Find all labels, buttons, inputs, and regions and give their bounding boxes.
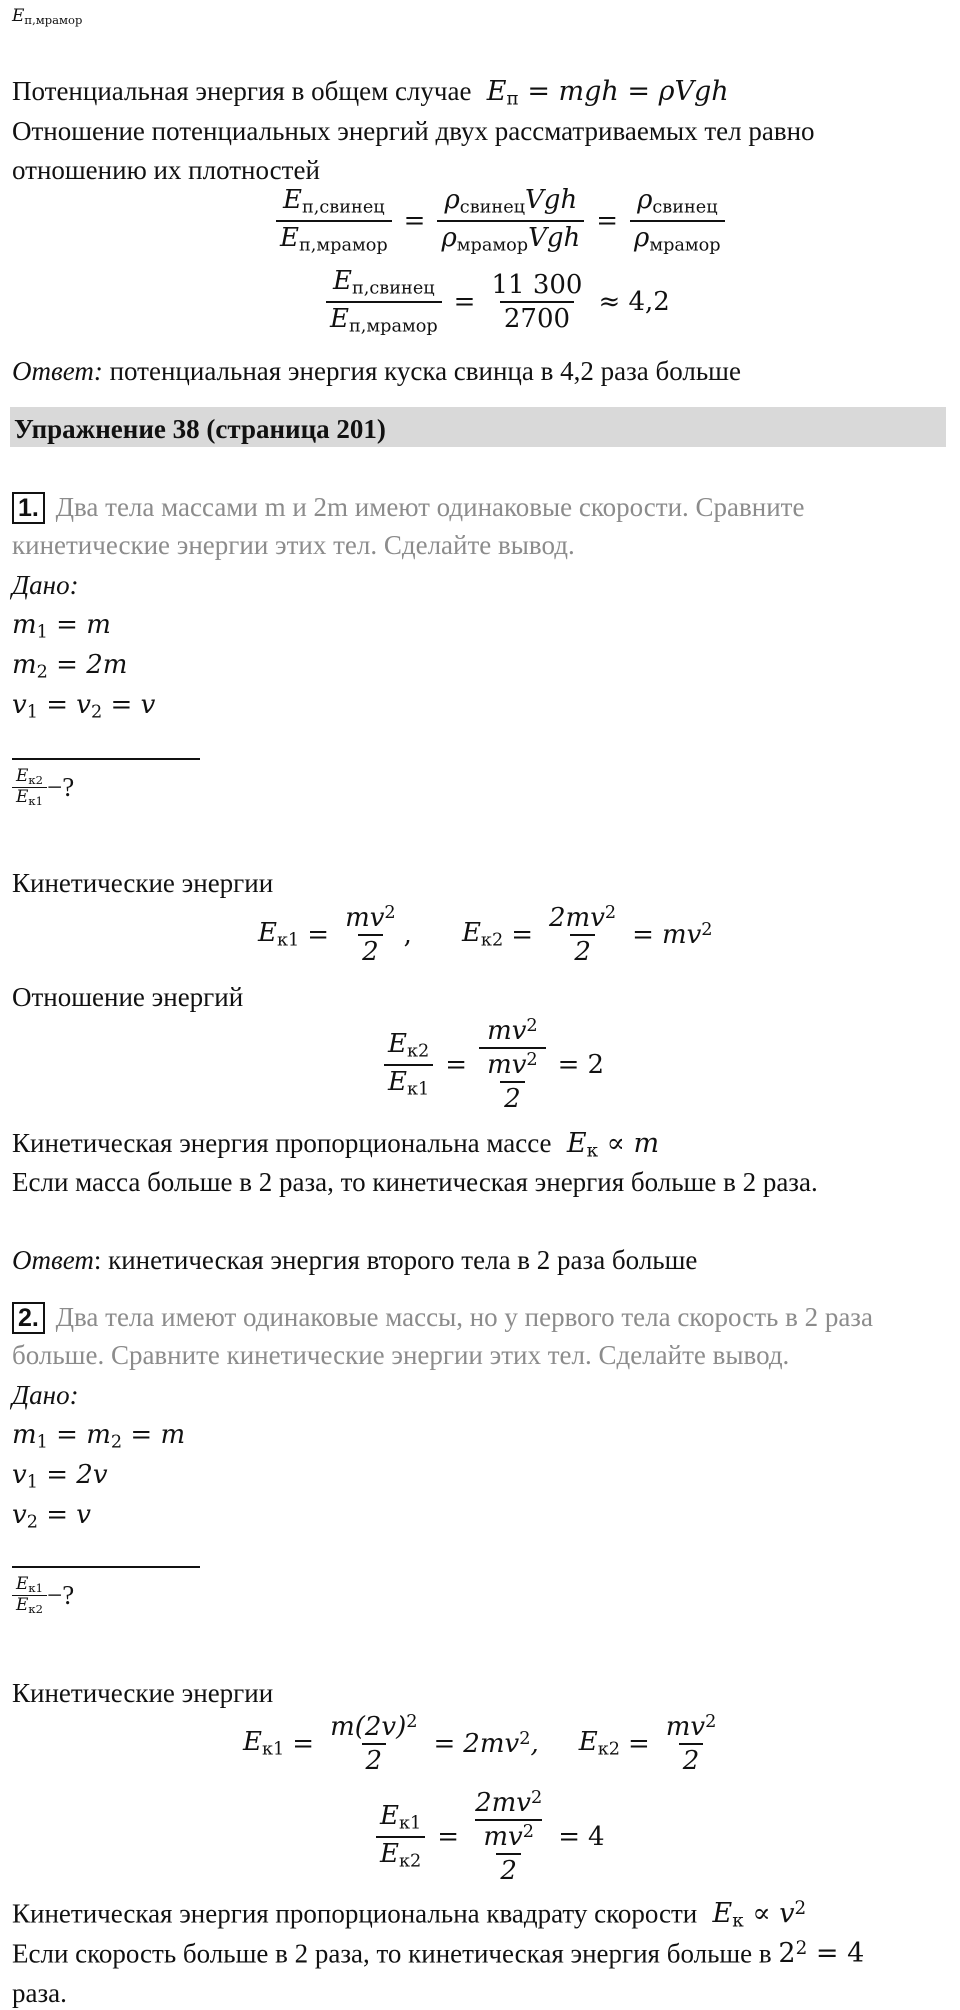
task1-find: $\frac{E_{к2}}{E_{к1}}$ −? (12, 768, 74, 808)
task1-given-1: $m_1 = m$ (12, 610, 111, 643)
top-fragment: $E_{п,мрамор}$ (12, 6, 83, 27)
task1-divider (12, 758, 200, 760)
task2-question-line1: 2. Два тела имеют одинаковые массы, но у первого тела скорость в 2 раза (12, 1302, 873, 1334)
task1-given-3: $v_1 = v_2 = v$ (12, 690, 156, 723)
task2-conclusion-2: Если скорость больше в 2 раза, то кинетическая энергия больше в $2^2 = 4$ (12, 1938, 865, 1970)
exercise-header (10, 407, 946, 447)
task1-dano: Дано: (12, 570, 79, 600)
task2-kin-title: Кинетические энергии (12, 1678, 274, 1708)
task1-conclusion-2: Если масса больше в 2 раза, то кинетическая энергия больше в 2 раза. (12, 1167, 818, 1197)
p1-line1-text: Потенциальная энергия в общем случае (12, 76, 472, 106)
task2-find: $\frac{E_{к1}}{E_{к2}}$ −? (12, 1576, 74, 1616)
p1-line1 (12, 78, 729, 109)
task1-question-line2: кинетические энергии этих тел. Сделайте вывод. (12, 530, 575, 560)
task2-ratio-equation: $\frac{E_{к1}}{E_{к2}}$ = $\frac{2mv^2}{\frac{mv^2}{2}}$ = 4 (372, 1790, 605, 1884)
task2-divider (12, 1566, 200, 1568)
p1-line3: отношению их плотностей (12, 155, 320, 185)
task2-kinetic-equations: $E_{к1}$ = $\frac{m(2v)^2}{2}$ = $2mv^2$, $E_{к2}$ = $\frac{mv^2}{2}$ (243, 1712, 717, 1776)
density-ratio-equation: $\frac{E_{п,свинец}}{E_{п,мрамор}}$ = $\frac{\rho_{свинец}Vgh}{\rho_{мрамор}Vgh}$ = $\frac{\rho_{свинец}}{\rho_{мрамор}}$ (272, 187, 729, 255)
task1-number: 1. (12, 492, 45, 524)
task1-kin-title: Кинетические энергии (12, 868, 274, 898)
task2-conclusion-1: Кинетическая энергия пропорциональна квадрату скорости $E_\kappa \propto v^2$ (12, 1898, 807, 1932)
task2-number: 2. (12, 1302, 45, 1334)
exercise-header-title: Упражнение 38 (страница 201) (14, 414, 386, 444)
numeric-ratio-equation: $\frac{E_{п,свинец}}{E_{п,мрамор}}$ = $\frac{11 300}{2700}$ ≈ 4,2 (322, 268, 678, 336)
task1-answer: Ответ: кинетическая энергия второго тела в 2 раза больше (12, 1245, 698, 1275)
task1-question-line1: 1. Два тела массами m и 2m имеют одинаковые скорости. Сравните (12, 492, 804, 524)
task2-dano: Дано: (12, 1380, 79, 1410)
task1-conclusion-1: Кинетическая энергия пропорциональна массе $E_\kappa \propto m$ (12, 1128, 660, 1162)
task2-given-1: $m_1 = m_2 = m$ (12, 1420, 186, 1453)
task1-given-2: $m_2 = 2m$ (12, 650, 128, 683)
task2-given-2: $v_1 = 2v$ (12, 1460, 108, 1493)
task1-ratio-title: Отношение энергий (12, 982, 244, 1012)
p1-answer: Ответ: потенциальная энергия куска свинца в 4,2 раза больше (12, 356, 741, 386)
task2-conclusion-3: раза. (12, 1978, 67, 2008)
p1-line2: Отношение потенциальных энергий двух рассматриваемых тел равно (12, 116, 815, 146)
task1-ratio-equation: $\frac{E_{к2}}{E_{к1}}$ = $\frac{mv^2}{\frac{mv^2}{2}}$ = 2 (380, 1018, 604, 1112)
task2-given-3: $v_2 = v$ (12, 1500, 91, 1533)
task1-kinetic-equations: $E_{к1}$ = $\frac{mv^2}{2}$ , $E_{к2}$ = $\frac{2mv^2}{2}$ = $mv^2$ (258, 903, 713, 967)
task2-question-line2: больше. Сравните кинетические энергии этих тел. Сделайте вывод. (12, 1340, 790, 1370)
p1-line1-formula: $E_п$ = mgh = ρVgh (478, 76, 729, 110)
